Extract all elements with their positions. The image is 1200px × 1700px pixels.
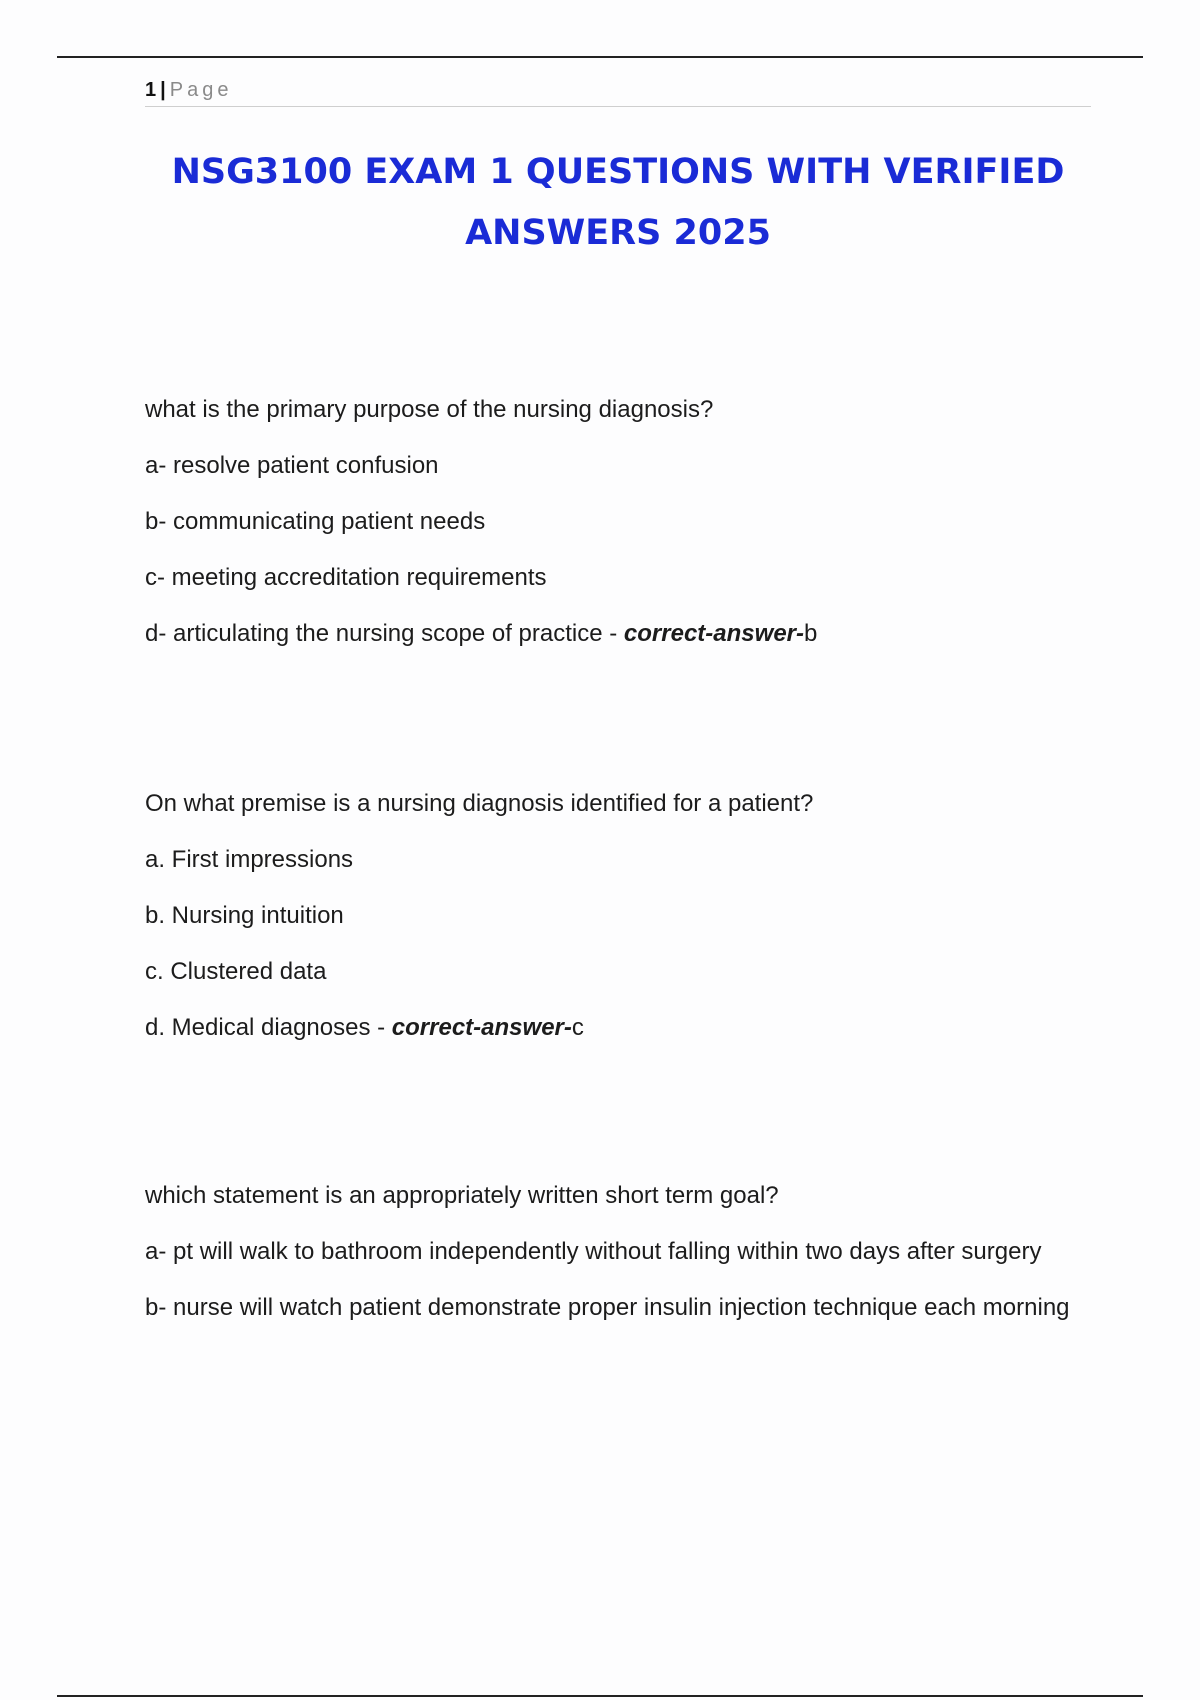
correct-answer-dash: - [796,620,804,647]
answer-option: a- resolve patient confusion [145,452,439,479]
question-prompt: what is the primary purpose of the nursing diagnosis? [145,396,714,423]
answer-option: d- articulating the nursing scope of practice [145,620,603,647]
document-title: NSG3100 EXAM 1 QUESTIONS WITH VERIFIED ANSWERS 2025 [171,152,1065,253]
correct-answer-dash: - [563,1014,572,1041]
answer-option: c- meeting accreditation requirements [145,564,547,591]
question-block [145,390,1075,670]
answer-option: a. First impressions [145,846,354,873]
page-separator: | [160,79,166,101]
page-label: Page [169,79,233,101]
question-prompt: which statement is an appropriately written short term goal? [145,1182,779,1209]
correct-answer-label: correct-answer [391,1014,564,1041]
correct-answer-value: b [804,620,818,647]
answer-option: c. Clustered data [145,958,327,985]
answer-option: b. Nursing intuition [145,902,344,929]
answer-option: d. Medical diagnoses [145,1014,371,1041]
question-block [145,784,1075,1064]
page-number: 1 [145,79,157,101]
top-rule [57,56,1143,58]
question-prompt: On what premise is a nursing diagnosis identified for a patient? [145,790,814,817]
correct-answer-value: c [571,1014,584,1041]
answer-option: b- communicating patient needs [145,508,486,535]
correct-answer-label: correct-answer [623,620,796,647]
page-header [145,76,1091,107]
answer-option: a- pt will walk to bathroom independently without falling within two days after surgery [145,1238,1042,1265]
answer-option-with-key [145,1008,1075,1048]
answer-prefix: - [602,620,624,647]
question-block [145,1176,1075,1344]
answer-option: b- nurse will watch patient demonstrate proper insulin injection technique each morning [145,1294,1070,1321]
answer-option-with-key [145,614,1075,654]
bottom-rule [57,1695,1143,1697]
answer-prefix: - [370,1014,392,1041]
